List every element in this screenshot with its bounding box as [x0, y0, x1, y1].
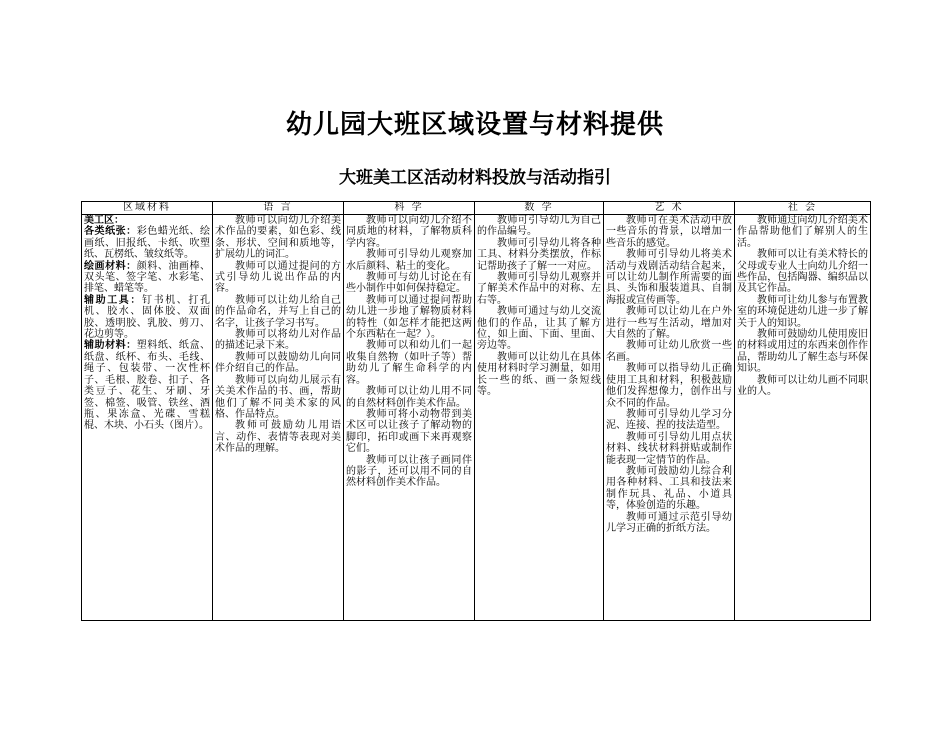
art-cell [604, 215, 735, 621]
list-item: 教师可以指导幼儿正确使用工具和材料，积极鼓励他们发挥想像力，创作出与众不同的作品。 [606, 363, 732, 409]
materials-cell [82, 215, 213, 621]
list-item: 教师可以和幼儿们一起收集自然物（如叶子等）帮助幼儿了解生命科学的内容。 [346, 340, 472, 386]
list-item: 教师可以让幼儿给自己的作品命名，并写上自己的名字，让孩子学习书写。 [215, 294, 341, 329]
list-item: 教师可与幼儿讨论在有些小制作中如何保持稳定。 [346, 272, 472, 295]
material-item: 辅助材料：塑料纸、纸盒、纸盘、纸杯、布头、毛线、绳子、包装带、一次性杯子、毛根、胶卷、扣子、各类豆子、花生、牙刷、牙签、棉签、吸管、铁丝、酒瓶、果冻盒、光碟、雪糕棍、木块、小石头（图片）。 [84, 340, 211, 432]
table-header-row [82, 202, 871, 215]
society-cell [735, 215, 871, 621]
list-item: 教师可将小动物带到美术区可以让孩子了解动物的脚印，拓印或画下来再观察它们。 [346, 408, 472, 455]
document-title: 幼儿园大班区域设置与材料提供 [285, 110, 664, 140]
list-item: 教师可以让有美术特长的父母或专业人士向幼儿介绍一些作品，包括陶器、编织品以及其它作品。 [737, 249, 868, 295]
material-item: 各类纸张：彩色蜡光纸、绘画纸、旧报纸、卡纸、吹塑纸、瓦楞纸、皱纹纸等。 [84, 226, 211, 261]
list-item: 教师可以向幼儿介绍美术作品的要素，如色彩、线条、形状、空间和质地等，扩展幼儿的词汇。 [215, 215, 341, 261]
header-language: 语 言 [213, 202, 344, 215]
list-item: 教师可鼓励幼儿用语言、动作、表情等表现对美术作品的理解。 [215, 420, 341, 455]
list-item: 教师可通过与幼儿交流他们的作品，让其了解方位，如上面、下面、里面、旁边等。 [477, 306, 601, 352]
list-item: 教师可在美术活动中放一些音乐的背景，以增加一些音乐的感觉。 [606, 215, 732, 249]
list-item: 教师可以将幼儿对作品的描述记录下来。 [215, 329, 341, 352]
list-item: 教师可以向幼儿介绍不同质地的材料，了解物质科学内容。 [346, 215, 472, 249]
list-item: 教师可以鼓励幼儿向同伴介绍自己的作品。 [215, 351, 341, 375]
list-item: 教师可以通过提问帮助幼儿进一步地了解物质材料的特性（如怎样才能把这两个东西粘在一起？）。 [346, 294, 472, 341]
list-item: 教师可让幼儿欣赏一些名画。 [606, 340, 732, 363]
materials-guide-table [81, 201, 871, 621]
list-item: 教师可鼓励幼儿使用废旧的材料或用过的东西来创作作品，帮助幼儿了解生态与环保知识。 [737, 329, 868, 375]
header-science: 科 学 [344, 202, 475, 215]
list-item: 教师可通过示范引导幼儿学习正确的折纸方法。 [606, 511, 732, 534]
list-item: 教师可以让幼儿用不同的自然材料创作美术作品。 [346, 386, 472, 409]
math-cell [475, 215, 604, 621]
document-subtitle: 大班美工区活动材料投放与活动指引 [339, 168, 611, 188]
list-item: 教师可以向幼儿展示有关美术作品的书、画，帮助他们了解不同美术家的风格、作品特点。 [215, 374, 341, 420]
language-cell [213, 215, 344, 621]
list-item: 教师可引导幼儿用点状材料、线状材料拼贴或制作能表现一定情节的作品。 [606, 431, 732, 466]
list-item: 教师可以让幼儿画不同职业的人。 [737, 374, 868, 398]
header-art: 艺 术 [604, 202, 735, 215]
list-item: 教师可鼓励幼儿综合利用各种材料、工具和技法来制作玩具、礼品、小道具等，体验创造的乐趣。 [606, 465, 732, 512]
list-item: 教师可引导幼儿观察并了解美术作品中的对称、左右等。 [477, 272, 601, 306]
area-label: 美工区： [84, 215, 124, 226]
list-item: 教师可以让孩子画同伴的影子，还可以用不同的自然材料创作美术作品。 [346, 454, 472, 489]
list-item: 教师可引导幼儿为自己的作品编号。 [477, 215, 601, 238]
list-item: 教师可以让幼儿在户外进行一些写生活动，增加对大自然的了解。 [606, 306, 732, 341]
list-item: 教师可引导幼儿将美术活动与戏剧活动结合起来，可以让幼儿制作所需要的面具、头饰和服装道具、自制海报或宣传画等。 [606, 249, 732, 306]
list-item: 教师可引导幼儿学习分泥、连接、捏的技法造型。 [606, 408, 732, 432]
material-item: 绘画材料：颜料、油画棒、双头笔、签字笔、水彩笔、排笔、蜡笔等。 [84, 260, 211, 295]
material-item: 辅助工具：钉书机、打孔机、胶水、固体胶、双面胶、透明胶、乳胶、剪刀、花边剪等。 [84, 294, 210, 341]
table-row [82, 215, 871, 621]
header-society: 社 会 [735, 202, 871, 215]
science-cell [344, 215, 475, 621]
list-item: 教师通过向幼儿介绍美术作品帮助他们了解别人的生活。 [737, 215, 868, 249]
list-item: 教师可让幼儿参与布置教室的环境促进幼儿进一步了解关于人的知识。 [737, 294, 868, 329]
header-materials: 区域材料 [82, 202, 213, 215]
list-item: 教师可引导幼儿将各种工具、材料分类摆放，作标记帮助孩子了解一一对应。 [477, 237, 601, 272]
list-item: 教师可引导幼儿观察加水后颜料、粘土的变化。 [346, 249, 472, 272]
list-item: 教师可以通过提问的方式引导幼儿说出作品的内容。 [215, 260, 341, 295]
list-item: 教师可以让幼儿在具体使用材料时学习测量，如用长一些的纸、画一条短线等。 [477, 351, 601, 398]
header-math: 数 学 [475, 202, 604, 215]
